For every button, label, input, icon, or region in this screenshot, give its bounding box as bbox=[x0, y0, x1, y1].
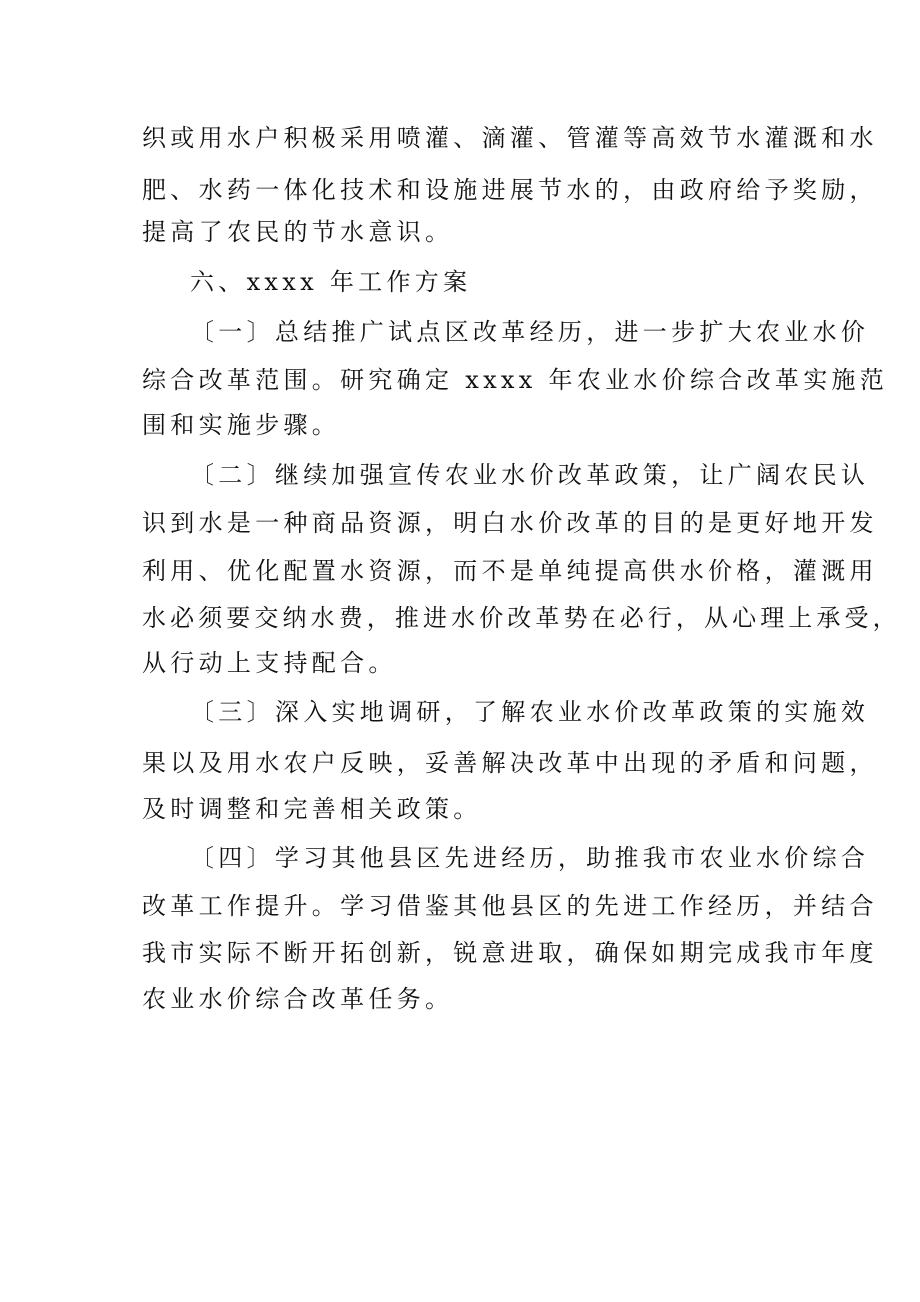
paragraph-line: 农业水价综合改革任务。 bbox=[142, 985, 454, 1013]
paragraph-line: 肥、水药一体化技术和设施进展节水的，由政府给予奖励， bbox=[142, 176, 878, 204]
section-heading: 六、xxxx 年工作方案 bbox=[190, 268, 472, 296]
paragraph-line: 利用、优化配置水资源，而不是单纯提高供水价格，灌溉用 bbox=[142, 557, 878, 585]
paragraph-line: 果以及用水农户反映，妥善解决改革中出现的矛盾和问题， bbox=[142, 749, 878, 777]
paragraph-line: 改革工作提升。学习借鉴其他县区的先进工作经历，并结合 bbox=[142, 892, 878, 920]
paragraph-line: 〔四〕学习其他县区先进经历，助推我市农业水价综合 bbox=[190, 844, 870, 872]
paragraph-line: 围和实施步骤。 bbox=[142, 411, 341, 439]
paragraph-line: 水必须要交纳水费，推进水价改革势在必行，从心理上承受， bbox=[142, 604, 901, 632]
paragraph-line: 〔二〕继续加强宣传农业水价改革政策，让广阔农民认 bbox=[190, 461, 870, 489]
paragraph-line: 织或用水户积极采用喷灌、滴灌、管灌等高效节水灌溉和水 bbox=[142, 124, 878, 152]
paragraph-line: 提高了农民的节水意识。 bbox=[142, 218, 454, 246]
paragraph-line: 我市实际不断开拓创新，锐意进取，确保如期完成我市年度 bbox=[142, 939, 878, 967]
paragraph-line: 〔一〕总结推广试点区改革经历，进一步扩大农业水价 bbox=[190, 318, 870, 346]
paragraph-line: 及时调整和完善相关政策。 bbox=[142, 795, 482, 823]
paragraph-line: 综合改革范围。研究确定 xxxx 年农业水价综合改革实施范 bbox=[142, 366, 889, 394]
paragraph-line: 〔三〕深入实地调研，了解农业水价改革政策的实施效 bbox=[190, 698, 870, 726]
paragraph-line: 识到水是一种商品资源，明白水价改革的目的是更好地开发 bbox=[142, 509, 878, 537]
paragraph-line: 从行动上支持配合。 bbox=[142, 649, 397, 677]
